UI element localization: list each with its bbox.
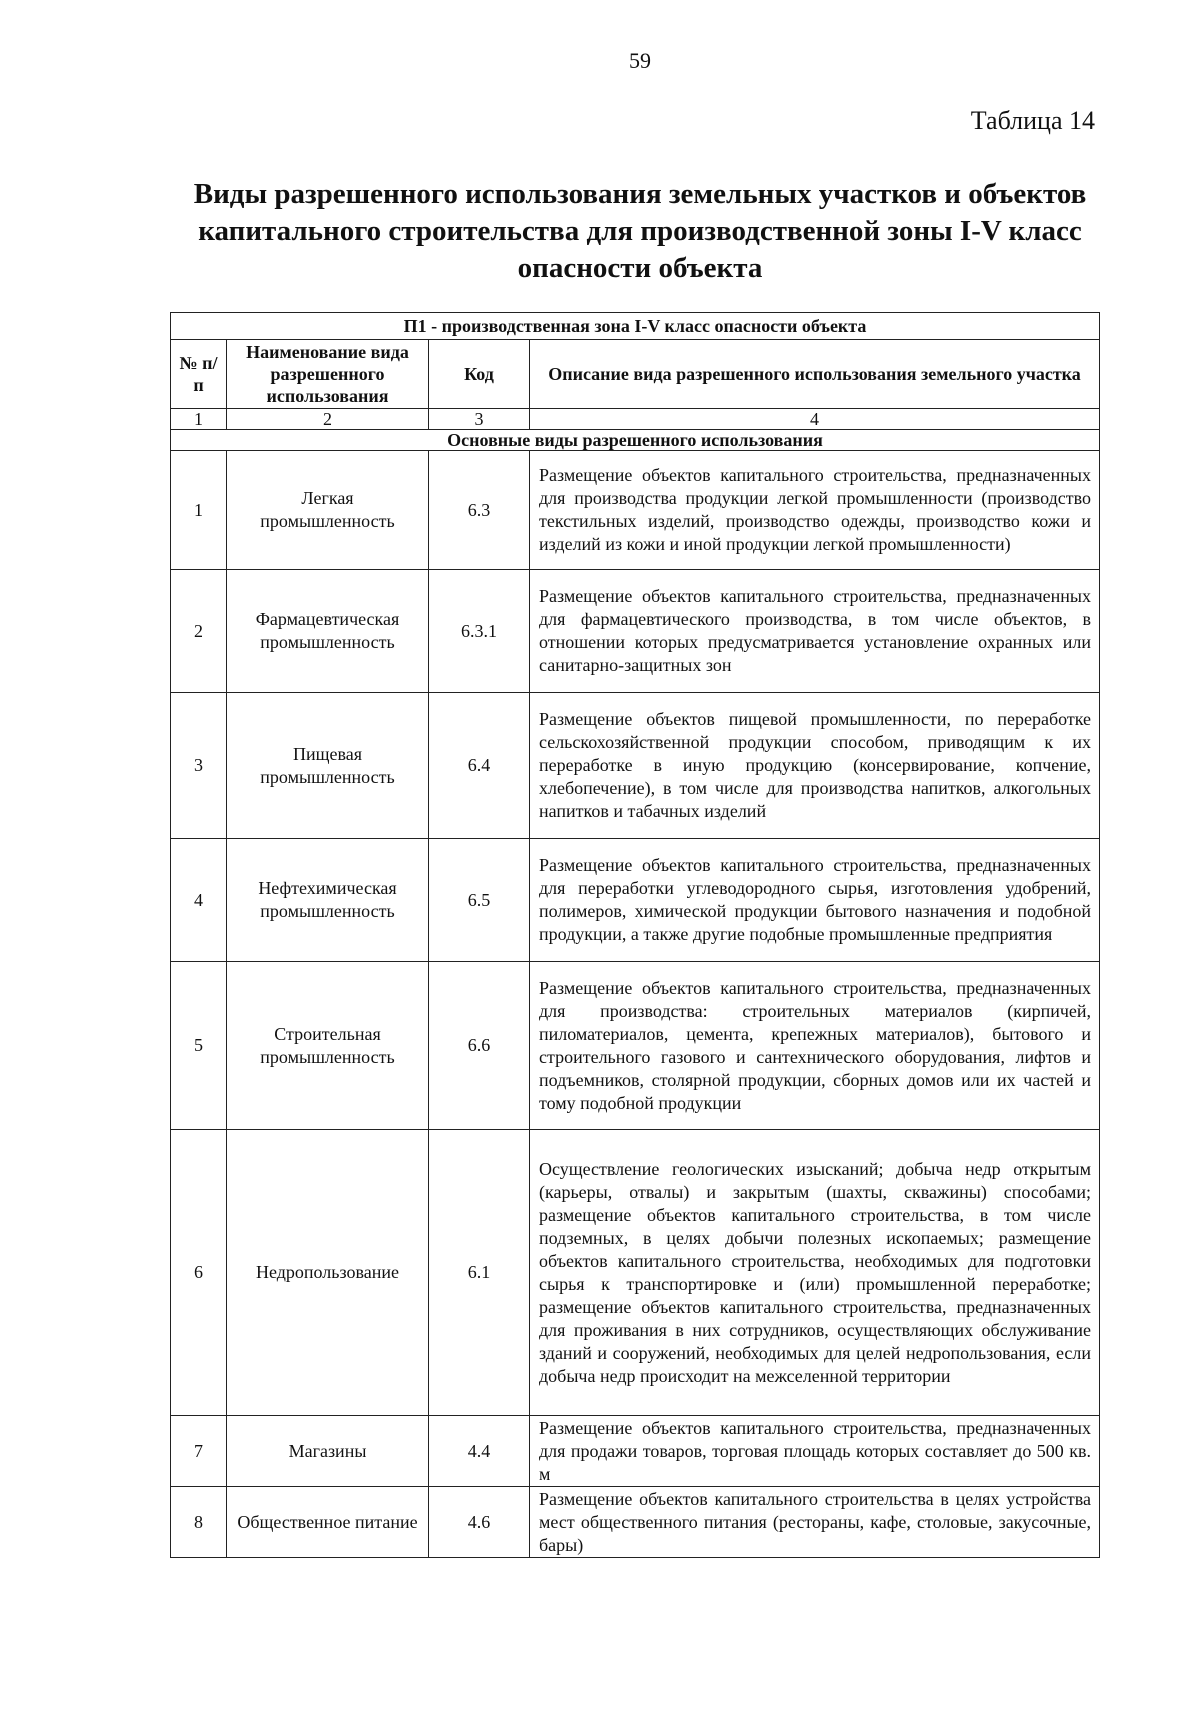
row-number: 8: [171, 1487, 227, 1558]
row-number: 7: [171, 1416, 227, 1487]
row-code: 6.6: [429, 962, 530, 1130]
column-header-description: Описание вида разрешенного использования земельного участка: [530, 340, 1100, 409]
row-description: Осуществление геологических изысканий; добыча недр открытым (карьеры, отвалы) и закрытым (шахты, скважины) способами; размещение объектов капитального строительства, в том числе подземных, в целях добычи полезных ископаемых; размещение объектов капитального строительства, необходимых для подготовки сырья к транспортировке и (или) промышленной переработке; размещение объектов капитального строительства, предназначенных для проживания в них сотрудников, осуществляющих обслуживание зданий и сооружений, необходимых для целей недропользования, если добыча недр происходит на межселенной территории: [530, 1130, 1100, 1416]
row-number: 6: [171, 1130, 227, 1416]
row-description: Размещение объектов капитального строительства, предназначенных для производства продукции легкой промышленности (производство текстильных изделий, производство одежды, производство кожи и изделий из кожи и иной продукции легкой промышленности): [530, 451, 1100, 570]
row-number: 5: [171, 962, 227, 1130]
row-code: 6.5: [429, 839, 530, 962]
row-use-name: Магазины: [227, 1416, 429, 1487]
table-row: [171, 1487, 1100, 1558]
row-use-name: Недропользование: [227, 1130, 429, 1416]
page-number: 59: [629, 48, 651, 73]
column-number: 3: [429, 409, 530, 430]
row-description: Размещение объектов пищевой промышленности, по переработке сельскохозяйственной продукции способом, приводящим к их переработке в иную продукцию (консервирование, копчение, хлебопечение), в том числе для производства напитков, алкогольных напитков и табачных изделий: [530, 693, 1100, 839]
document-title: Виды разрешенного использования земельных участков и объектов капитального строительства для производственной зоны I-V класс опасности объекта: [193, 178, 1087, 284]
row-use-name: Легкая промышленность: [227, 451, 429, 570]
row-code: 6.3.1: [429, 570, 530, 693]
row-code: 6.4: [429, 693, 530, 839]
table-row: [171, 1130, 1100, 1416]
row-number: 3: [171, 693, 227, 839]
row-code: 6.3: [429, 451, 530, 570]
row-description: Размещение объектов капитального строительства в целях устройства мест общественного питания (рестораны, кафе, столовые, закусочные, бары): [530, 1487, 1100, 1558]
table-row: [171, 962, 1100, 1130]
row-use-name: Общественное питание: [227, 1487, 429, 1558]
column-number: 4: [530, 409, 1100, 430]
land-use-table: [170, 312, 1100, 1558]
zone-header-row: [171, 313, 1100, 340]
row-code: 6.1: [429, 1130, 530, 1416]
table-row: [171, 451, 1100, 570]
column-number-row: [171, 409, 1100, 430]
section-title: Основные виды разрешенного использования: [171, 430, 1100, 451]
row-number: 2: [171, 570, 227, 693]
row-description: Размещение объектов капитального строительства, предназначенных для фармацевтического производства, в том числе объектов, в отношении которых предусматривается установление охранных или санитарно-защитных зон: [530, 570, 1100, 693]
row-number: 1: [171, 451, 227, 570]
column-header-name: Наименование вида разрешенного использования: [227, 340, 429, 409]
table-row: [171, 839, 1100, 962]
row-use-name: Строительная промышленность: [227, 962, 429, 1130]
column-header-row: [171, 340, 1100, 409]
column-number: 1: [171, 409, 227, 430]
table-row: [171, 1416, 1100, 1487]
table-caption: Таблица 14: [970, 106, 1095, 135]
column-header-code: Код: [429, 340, 530, 409]
row-description: Размещение объектов капитального строительства, предназначенных для продажи товаров, торговая площадь которых составляет до 500 кв. м: [530, 1416, 1100, 1487]
row-use-name: Фармацевтическая промышленность: [227, 570, 429, 693]
table-row: [171, 570, 1100, 693]
row-code: 4.6: [429, 1487, 530, 1558]
table-row: [171, 693, 1100, 839]
row-use-name: Пищевая промышленность: [227, 693, 429, 839]
row-use-name: Нефтехимическая промышленность: [227, 839, 429, 962]
row-number: 4: [171, 839, 227, 962]
row-description: Размещение объектов капитального строительства, предназначенных для производства: строительных материалов (кирпичей, пиломатериалов, цемента, крепежных материалов), бытового и строительного газового и сантехнического оборудования, лифтов и подъемников, столярной продукции, сборных домов или их частей и тому подобной продукции: [530, 962, 1100, 1130]
column-header-num: № п/п: [171, 340, 227, 409]
section-header-row: [171, 430, 1100, 451]
row-code: 4.4: [429, 1416, 530, 1487]
zone-header: П1 - производственная зона I-V класс опасности объекта: [171, 313, 1100, 340]
column-number: 2: [227, 409, 429, 430]
row-description: Размещение объектов капитального строительства, предназначенных для переработки углеводородного сырья, изготовления удобрений, полимеров, химической продукции бытового назначения и подобной продукции, а также другие подобные промышленные предприятия: [530, 839, 1100, 962]
